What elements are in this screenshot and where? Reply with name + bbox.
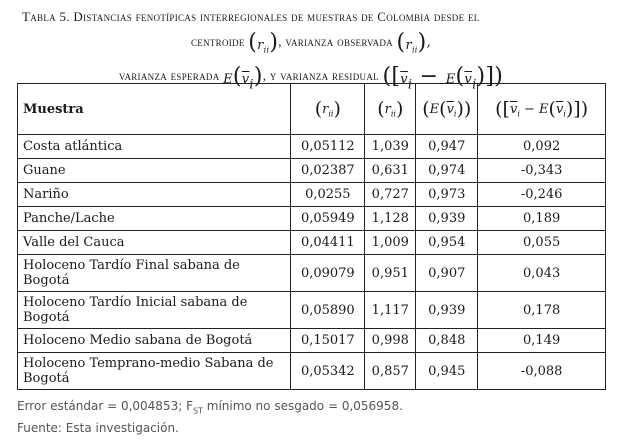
- caption-text-2: centroide: [190, 34, 245, 49]
- cell-name: Nariño: [18, 183, 291, 207]
- header-rii-observed: $(r_{ii})$: [365, 84, 416, 135]
- cell-name: Guane: [18, 159, 291, 183]
- caption-text-5: , y varianza residual: [262, 67, 379, 83]
- cell-name: Costa atlántica: [18, 135, 291, 159]
- footnote-text-a: Error estándar = 0,004853; F: [17, 399, 193, 413]
- table-row: [18, 183, 606, 207]
- header-muestra: Muestra: [18, 84, 291, 135]
- cell-rii-centroid: 0,05890: [291, 292, 365, 329]
- cell-expected: 0,939: [416, 292, 478, 329]
- table-row: [18, 255, 606, 292]
- cell-name: Holoceno Temprano-medio Sabana de Bogotá: [18, 353, 291, 390]
- cell-rii-centroid: 0,09079: [291, 255, 365, 292]
- footnote-text-b: mínimo no sesgado = 0,056958.: [202, 399, 403, 413]
- cell-rii-centroid: 0,05949: [291, 207, 365, 231]
- cell-residual: -0,246: [478, 183, 606, 207]
- cell-expected: 0,848: [416, 329, 478, 353]
- cell-rii-observed: 0,998: [365, 329, 416, 353]
- table-row: [18, 292, 606, 329]
- cell-rii-centroid: 0,15017: [291, 329, 365, 353]
- cell-expected: 0,947: [416, 135, 478, 159]
- formula-residual: $([\overline{v}_i - E(\overline{v}_i)])$: [382, 63, 504, 92]
- cell-rii-observed: 0,951: [365, 255, 416, 292]
- cell-expected: 0,939: [416, 207, 478, 231]
- cell-expected: 0,973: [416, 183, 478, 207]
- variance-table: [17, 83, 606, 390]
- cell-rii-centroid: 0,0255: [291, 183, 365, 207]
- table-header-row: [18, 84, 606, 135]
- cell-rii-centroid: 0,02387: [291, 159, 365, 183]
- table-row: [18, 135, 606, 159]
- cell-residual: 0,189: [478, 207, 606, 231]
- table-row: [18, 159, 606, 183]
- table-row: [18, 353, 606, 390]
- header-expected: $(E(\overline{v}_i))$: [416, 84, 478, 135]
- cell-rii-observed: 0,857: [365, 353, 416, 390]
- cell-name: Holoceno Tardío Final sabana de Bogotá: [18, 255, 291, 292]
- cell-rii-observed: 1,039: [365, 135, 416, 159]
- cell-residual: -0,088: [478, 353, 606, 390]
- formula-rii-observed: $(r_{ii})$: [396, 30, 427, 55]
- cell-expected: 0,974: [416, 159, 478, 183]
- cell-residual: 0,043: [478, 255, 606, 292]
- cell-rii-observed: 0,727: [365, 183, 416, 207]
- caption-text-1: Distancias fenotípicas interregionales de muestras de Colombia desde el: [73, 9, 480, 24]
- table-row: [18, 207, 606, 231]
- cell-name: Holoceno Tardío Inicial sabana de Bogotá: [18, 292, 291, 329]
- caption-text-4: varianza esperada: [118, 67, 220, 83]
- cell-name: Panche/Lache: [18, 207, 291, 231]
- header-rii-centroid: $(r_{ii})$: [291, 84, 365, 135]
- table-caption: Tabla 5. Distancias fenotípicas interregionales de muestras de Colombia desde el centroide $(r_{ii})$, varianza observada $(r_{ii})$, varianza esperada $E(\overline{v}_i)$, y varianza residual $([\overline{v}_i - E(\overline{v}_i)])$: [22, 9, 504, 92]
- caption-prefix: Tabla 5.: [22, 9, 70, 24]
- cell-rii-observed: 1,117: [365, 292, 416, 329]
- footnote-source: Fuente: Esta investigación.: [17, 421, 179, 435]
- cell-expected: 0,945: [416, 353, 478, 390]
- table-row: [18, 231, 606, 255]
- footnote-subscript: ST: [192, 406, 203, 416]
- cell-expected: 0,907: [416, 255, 478, 292]
- formula-expected: $E(\overline{v}_i)$: [223, 63, 263, 92]
- cell-rii-centroid: 0,04411: [291, 231, 365, 255]
- cell-rii-observed: 1,009: [365, 231, 416, 255]
- formula-rii-centroid: $(r_{ii})$: [248, 30, 279, 55]
- cell-residual: 0,055: [478, 231, 606, 255]
- table-row: [18, 329, 606, 353]
- cell-residual: 0,178: [478, 292, 606, 329]
- cell-residual: 0,092: [478, 135, 606, 159]
- cell-name: Holoceno Medio sabana de Bogotá: [18, 329, 291, 353]
- cell-rii-centroid: 0,05342: [291, 353, 365, 390]
- cell-rii-observed: 0,631: [365, 159, 416, 183]
- cell-expected: 0,954: [416, 231, 478, 255]
- cell-residual: 0,149: [478, 329, 606, 353]
- cell-rii-centroid: 0,05112: [291, 135, 365, 159]
- header-residual: $([\overline{v}_i - E(\overline{v}_i)])$: [478, 84, 606, 135]
- footnote-standard-error: [17, 399, 403, 415]
- cell-rii-observed: 1,128: [365, 207, 416, 231]
- cell-name: Valle del Cauca: [18, 231, 291, 255]
- cell-residual: -0,343: [478, 159, 606, 183]
- caption-text-3: , varianza observada: [278, 34, 393, 49]
